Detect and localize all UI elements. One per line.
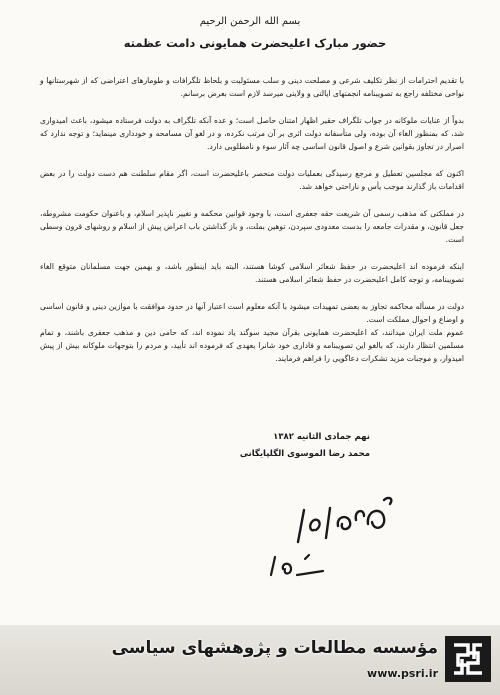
letter-paragraph: اینکه فرموده اند اعلیحضرت در حفظ شعائر اسلامی کوشا هستند، البته باید اینطور باشد، و بهمین جهت مسلمانان متوقع الغاء تصویبنامه، و توجه کامل اعلیحضرت در حفظ شعائر اسلامی هستند. — [40, 262, 464, 285]
letter-paragraph: اکنون که مجلسین تعطیل و مرجع رسیدگی بعملیات دولت منحصر باعلیحضرت است، اگر مقام سلطنت هم دست دولت را در بعض اقدامات باز گذارند موجب یأس و ناراحتی خواهد شد. — [40, 169, 464, 192]
letter-paragraph: در مملکتی که مذهب رسمی آن شریعت حقه جعفری است، با وجود قوانین محکمه و تغییر ناپذیر اسلام، و باعنوان حکومت مشروطه، جعل قانون، و مقدرات جامعه را بدست معدودی سپردن، توهین بملت، و باز گذاشتن باب اعراض پیش از اسلام و روشهای قرون وسطی است. — [40, 209, 464, 245]
letter-paragraph: عموم ملت ایران میدانند، که اعلیحضرت همایونی بقرآن مجید سوگند یاد نموده اند، که حامی دین و مذهب جعفری باشند، و تمام مسلمین انتظار دارند، که بالغو این تصویبنامه و فاداری خود شانرا بعهدی که فرموده اند تأیید، و مردم را بتوجهات ملوکانه بیش از پیش امیدوار، و موجبات مزید تشکرات دعاگویی را فراهم فرمایند. — [40, 328, 464, 364]
letter-paragraph: بدواً از عنایات ملوکانه در جواب تلگراف حقیر اظهار امتنان حاصل است؛ و عده آنکه تلگراف به دولت فرستاده میشود، باعث امیدواری شد، که بمنظور الغاء آن بوده، ولی متأسفانه دولت اثری بر آن مرتب نکرده، و در لغو آن مسامحه و خودداری مینماید؛ و توجه ندارد که اصرار در تجاوز بقوانین شرع و اصول قانون اساسی چه آثار سوء و نامطلوبی دارد. — [40, 116, 464, 152]
letter-paragraph: با تقدیم احترامات از نظر تکلیف شرعی و مصلحت دینی و سلب مسئولیت و بلحاظ تلگرافات و طومارهای اعتراضی که از شهرستانها و نواحی مختلفه راجع به تصویبنامه انجمنهای ایالتی و ولایتی میرسد لازم است بعرض برسانم. — [40, 76, 464, 99]
square-knot-logo-icon — [444, 635, 492, 683]
signature-flourish-icon — [265, 545, 335, 585]
footer-watermark-band — [0, 625, 500, 695]
institute-name: مؤسسه مطالعات و پژوهشهای سیاسی — [111, 638, 438, 658]
signature-name: محمد رضا الموسوی الگلپایگانی — [239, 449, 370, 459]
institute-url: www.psri.ir — [367, 667, 438, 680]
address-heading: حضور مبارک اعلیحضرت همایونی دامت عظمته — [123, 36, 387, 50]
letter-paragraph: دولت در مسأله محاکمه تجاوز به بعضی تمهیدات میشود با آنکه معلوم است اعتبار آنها در حدود موافقت با موازین دینی و قانون اساسی و اوضاع و احوال مملکت است. — [40, 302, 464, 325]
signature-date: نهم جمادی الثانیه ۱۳۸۲ — [273, 432, 370, 442]
invocation: بسم الله الرحمن الرحیم — [199, 16, 301, 27]
